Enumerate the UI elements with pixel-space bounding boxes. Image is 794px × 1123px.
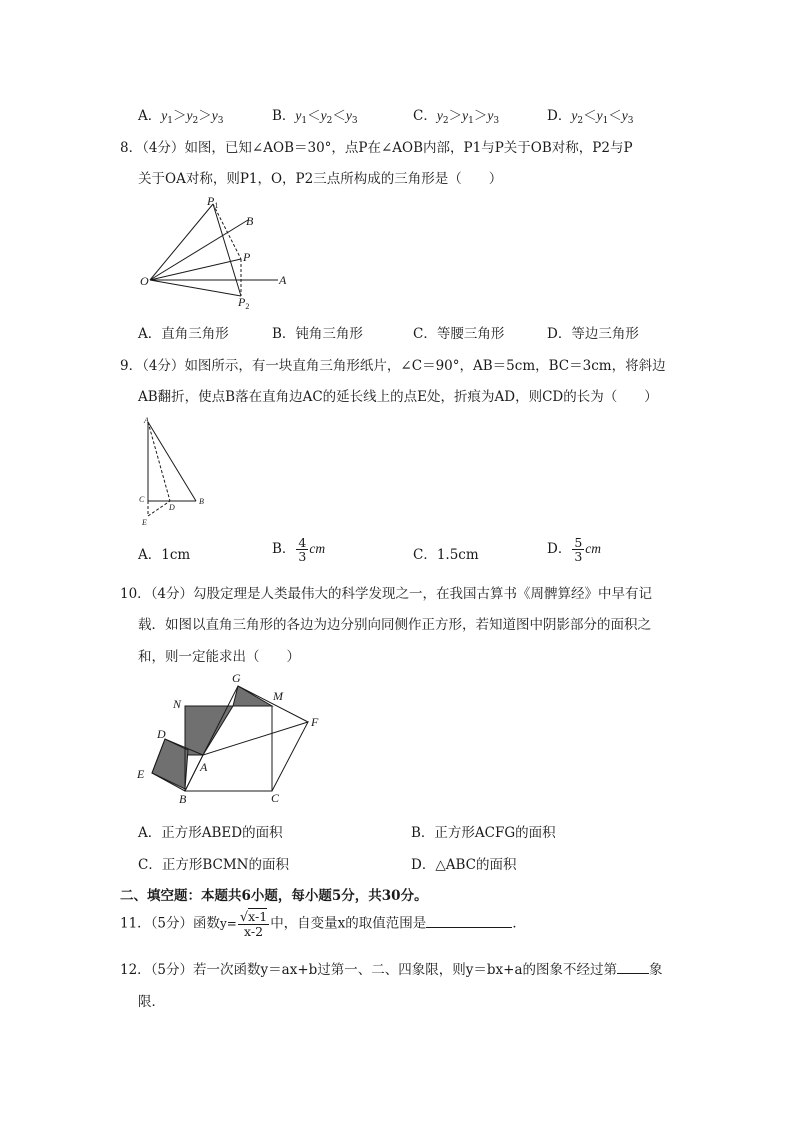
q11-answer-blank[interactable] bbox=[426, 927, 512, 928]
label-p2: $P_2$ bbox=[238, 295, 250, 311]
segment-op bbox=[150, 259, 241, 280]
label-b: B bbox=[179, 792, 187, 806]
q10-line1: 10．（4分）勾股定理是人类最伟大的科学发现之一，在我国古算书《周髀算经》中早有记 bbox=[120, 586, 653, 602]
q12-answer-blank[interactable] bbox=[617, 973, 649, 974]
q8-option-a: A．直角三角形 bbox=[138, 326, 229, 342]
label-a: A bbox=[144, 416, 149, 425]
q9-option-b: B． $\frac{4}{3}$ cm bbox=[272, 535, 326, 564]
label-e: E bbox=[142, 518, 147, 527]
label-e: E bbox=[137, 767, 145, 781]
q9-line2: AB翻折，使点B落在直角边AC的延长线上的点E处，折痕为AD，则CD的长为（ ） bbox=[138, 389, 658, 405]
q10-line2: 载．如图以直角三角形的各边为边分别向同侧作正方形，若知道图中阴影部分的面积之 bbox=[138, 617, 651, 633]
label-b: B bbox=[246, 214, 254, 228]
q7-option-a: A．$y_1>y_2>y_3$ bbox=[138, 108, 224, 126]
q11-line: 11．（5分）函数y= $\frac{√x-1}{x-2}$ 中，自变量x的取值范围是 ． bbox=[120, 909, 526, 939]
section-title: 二、填空题：本题共6小题，每小题5分，共30分。 bbox=[120, 888, 428, 904]
q10-option-c: C．正方形BCMN的面积 bbox=[138, 857, 289, 873]
label-a: A bbox=[200, 760, 208, 774]
q9-option-c: C．1.5cm bbox=[413, 547, 479, 563]
q8-option-d: D．等边三角形 bbox=[547, 326, 639, 342]
q12-line1: 12．（5分）若一次函数y＝ax+b过第一、二、四象限，则y＝bx+a的图象不经过第 象 bbox=[120, 962, 663, 978]
q12-line2: 限． bbox=[138, 994, 165, 1010]
dashed-ad bbox=[148, 422, 170, 501]
q7-option-c: C．$y_2>y_1>y_3$ bbox=[413, 108, 500, 126]
q8-line1: 8．（4分）如图，已知∠AOB＝30°，点P在∠AOB内部，P1与P关于OB对称，P2与P bbox=[120, 140, 633, 156]
q7-option-d: D．$y_2<y_1<y_3$ bbox=[547, 108, 634, 126]
label-p: P bbox=[243, 250, 251, 264]
label-o: O bbox=[140, 274, 149, 288]
segment-op2 bbox=[150, 280, 241, 296]
q10-figure bbox=[132, 670, 332, 810]
q10-option-d: D．△ABC的面积 bbox=[411, 857, 517, 873]
q9-line1: 9．（4分）如图所示，有一块直角三角形纸片，∠C＝90°，AB＝5cm，BC＝3cm，将斜边 bbox=[120, 358, 666, 374]
label-p1: $P_1$ bbox=[207, 194, 219, 210]
q10-option-a: A．正方形ABED的面积 bbox=[138, 825, 283, 841]
label-n: N bbox=[173, 697, 182, 711]
label-f: F bbox=[311, 715, 319, 729]
q8-line2: 关于OA对称，则P1，O，P2三点所构成的三角形是（ ） bbox=[138, 171, 503, 187]
label-d: D bbox=[157, 727, 166, 741]
q8-option-b: B．钝角三角形 bbox=[272, 326, 363, 342]
q8-option-c: C．等腰三角形 bbox=[413, 326, 505, 342]
label-b: B bbox=[199, 497, 204, 506]
label-g: G bbox=[232, 671, 241, 685]
segment-op1 bbox=[150, 204, 213, 280]
q10-line3: 和，则一定能求出（ ） bbox=[138, 649, 300, 665]
dashed-ed bbox=[148, 501, 170, 516]
label-c: C bbox=[271, 791, 280, 805]
q9-option-d: D． $\frac{5}{3}$ cm bbox=[547, 535, 602, 564]
q8-figure bbox=[138, 192, 298, 312]
segment-ab bbox=[148, 422, 196, 501]
shaded-region-2 bbox=[233, 686, 272, 706]
label-a: A bbox=[279, 273, 287, 287]
label-m: M bbox=[273, 689, 283, 703]
label-d: D bbox=[169, 503, 175, 512]
q11-fraction: $\frac{√x-1}{x-2}$ bbox=[239, 909, 268, 939]
q10-option-b: B．正方形ACFG的面积 bbox=[411, 825, 556, 841]
q7-option-b: B．$y_1<y_2<y_3$ bbox=[272, 108, 358, 126]
q9-figure bbox=[138, 412, 218, 532]
q9-option-a: A．1cm bbox=[138, 547, 191, 563]
label-c: C bbox=[139, 495, 145, 504]
